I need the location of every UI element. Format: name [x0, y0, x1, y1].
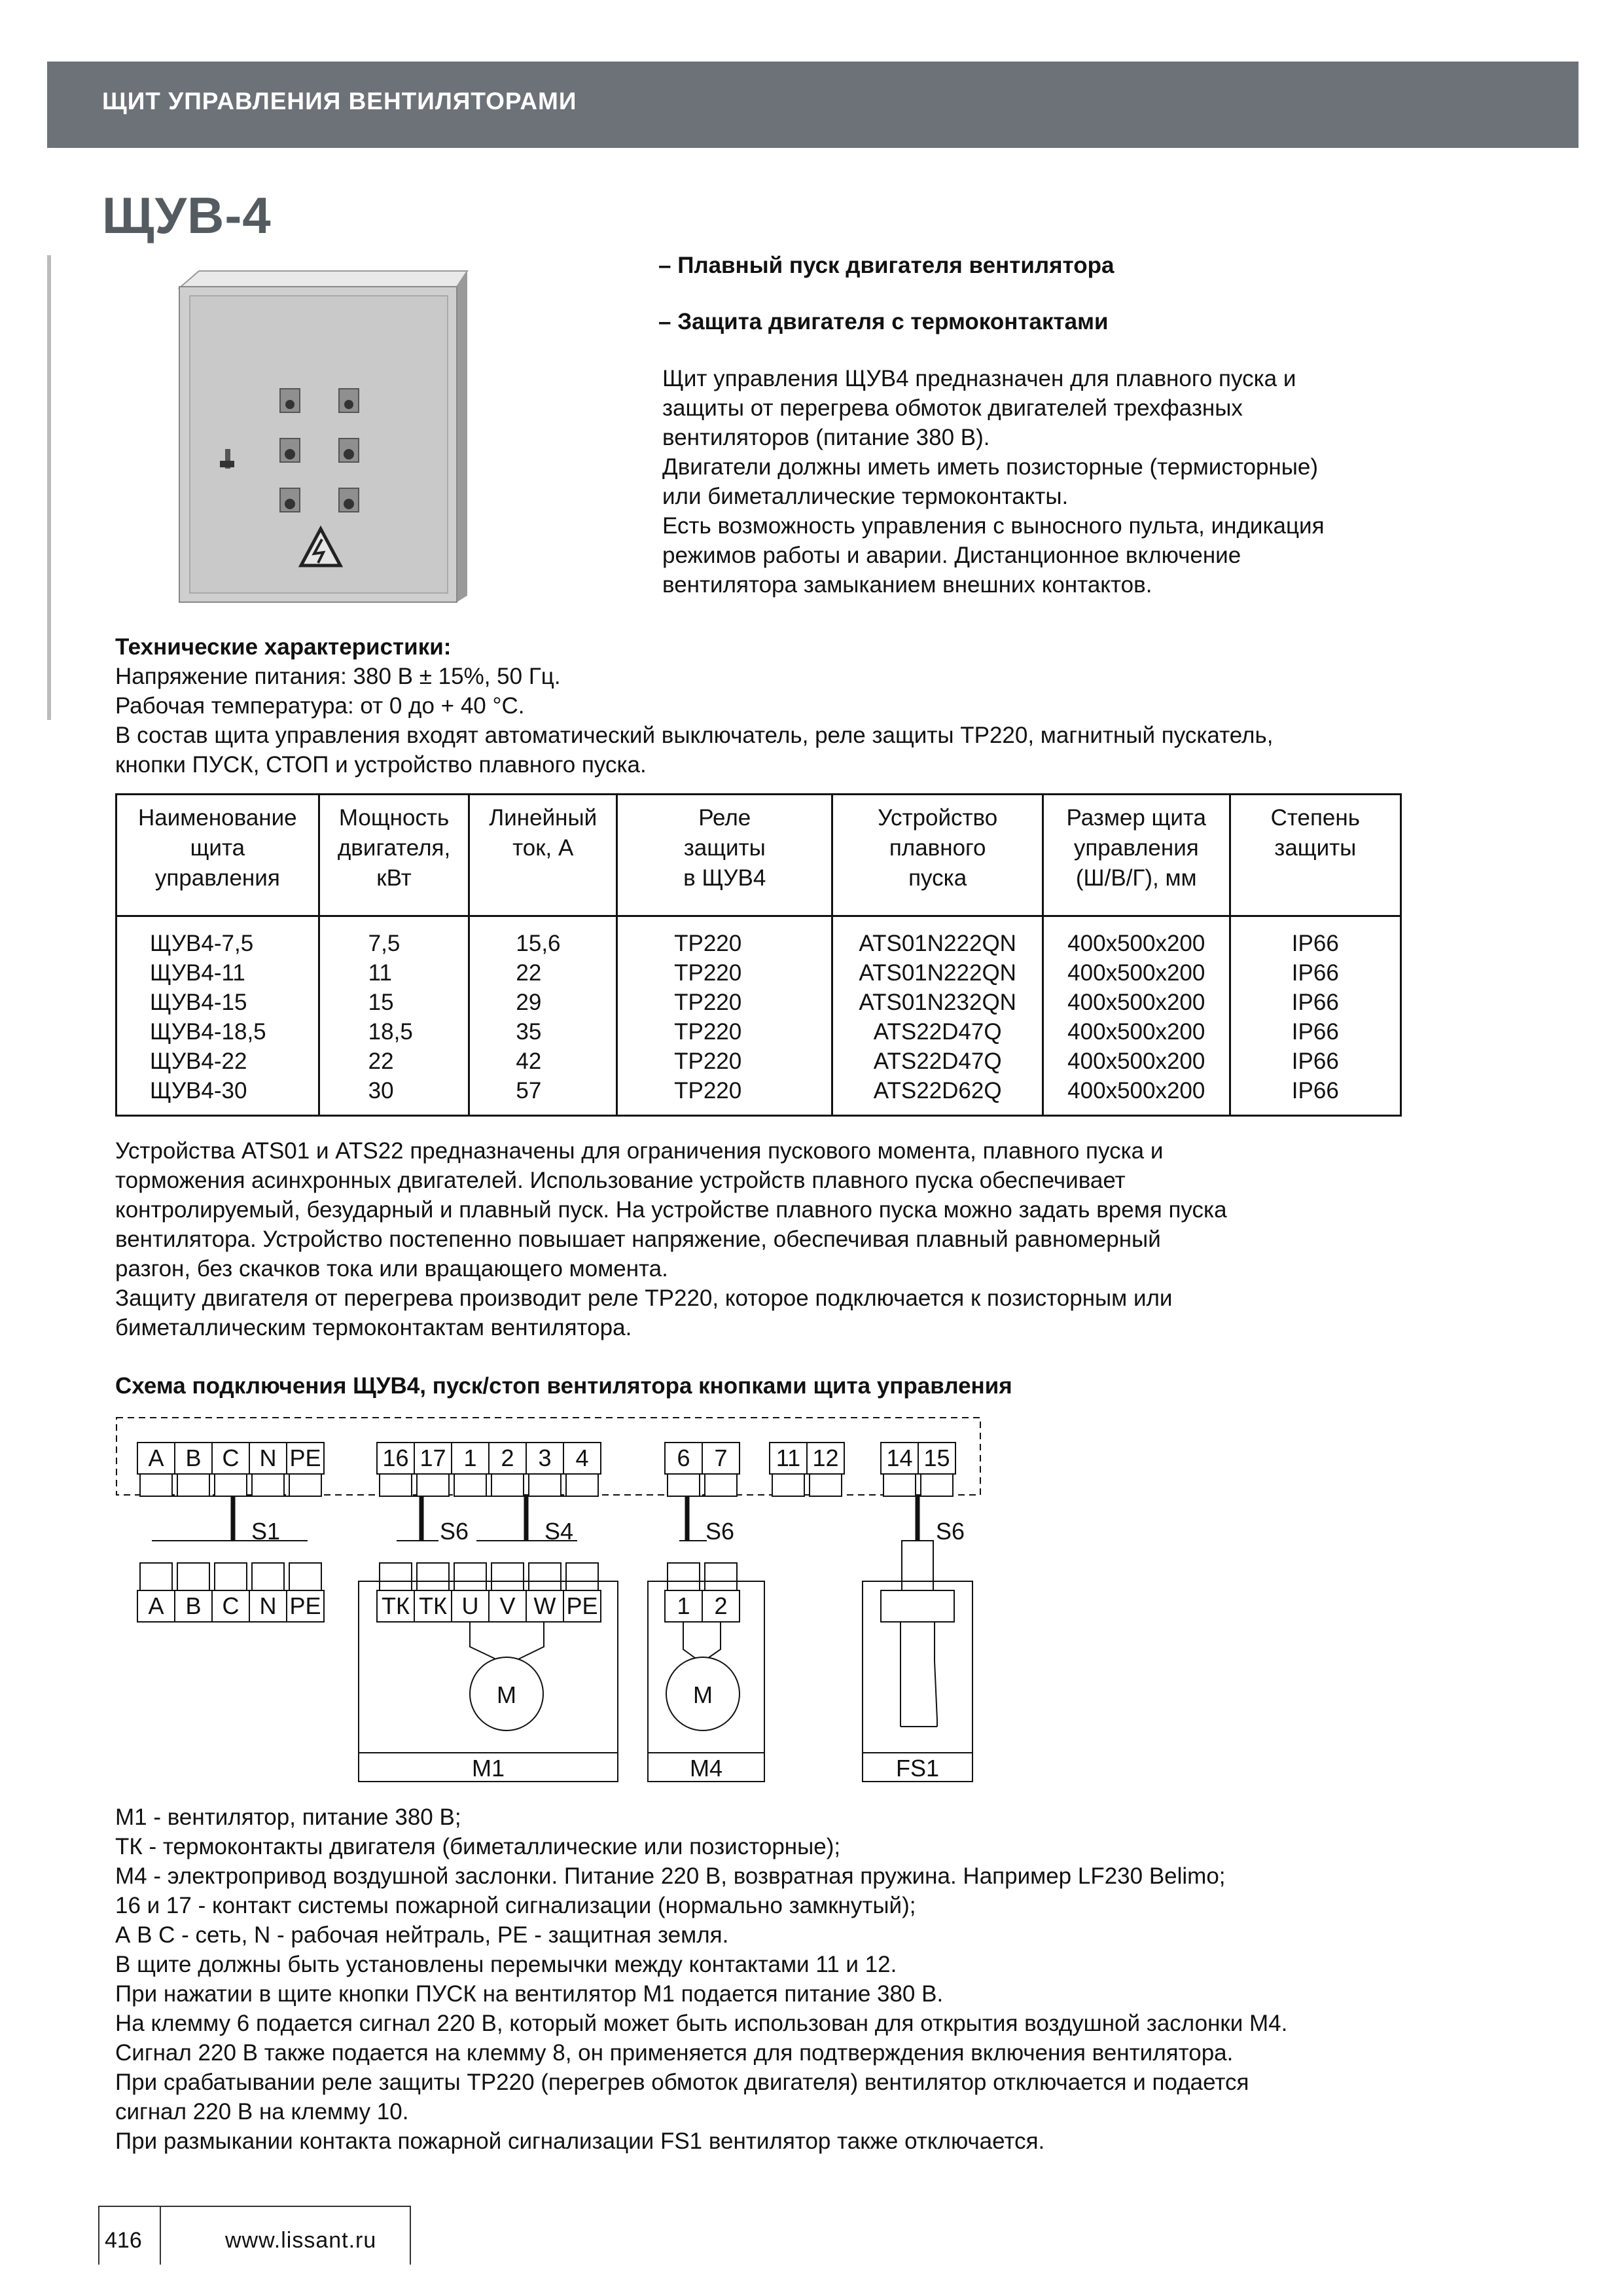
ats-description	[115, 1136, 1227, 1342]
terminal-stub	[705, 1474, 737, 1496]
terminal-top-label: C	[222, 1444, 240, 1471]
table-cell: 400х500х200	[1043, 958, 1230, 988]
table-cell: IP66	[1230, 988, 1400, 1017]
description-line: режимов работы и аварии. Дистанционное включение	[662, 543, 1241, 568]
wiring-diagram	[111, 1412, 988, 1792]
terminal-stub	[529, 1474, 561, 1496]
terminal-stub	[140, 1474, 172, 1496]
legend-line: ТК - термоконтакты двигателя (биметаллические или позисторные);	[115, 1834, 841, 1859]
description-line: вентиляторов (питание 380 В).	[662, 425, 990, 450]
table-cell: ATS22D62Q	[832, 1076, 1043, 1116]
terminal-stub-bottom	[566, 1563, 598, 1590]
table-cell: ТР220	[617, 1047, 832, 1076]
column-header	[617, 795, 832, 916]
footer-rule-right	[410, 2206, 411, 2265]
table-cell: IP66	[1230, 1076, 1400, 1116]
legend	[115, 1803, 1287, 2156]
column-header	[832, 795, 1043, 916]
terminal-stub	[252, 1474, 284, 1496]
table-cell: 400х500х200	[1043, 916, 1230, 959]
terminal-bottom-label: B	[185, 1592, 202, 1619]
table-cell: 15	[319, 988, 469, 1017]
column-header-line: ток, А	[512, 835, 574, 861]
fs1-stub	[902, 1541, 933, 1590]
terminal-stub-bottom	[380, 1563, 412, 1590]
terminal-top-label: 1	[463, 1444, 477, 1471]
table-row	[116, 1047, 1401, 1076]
page-header-title: ЩИТ УПРАВЛЕНИЯ ВЕНТИЛЯТОРАМИ	[102, 88, 577, 115]
terminal-stub-bottom	[668, 1563, 700, 1590]
terminal-stub	[921, 1474, 953, 1496]
table-cell: IP66	[1230, 1047, 1400, 1076]
table-row	[116, 916, 1401, 959]
description-line: Двигатели должны иметь иметь позисторные (термисторные)	[662, 454, 1319, 480]
column-header-line: (Ш/В/Г), мм	[1075, 865, 1197, 891]
column-header-line: пуска	[908, 865, 967, 891]
terminal-top-label: PE	[289, 1444, 321, 1471]
table-cell: ЩУВ4-22	[116, 1047, 319, 1076]
column-header-line: в ЩУВ4	[683, 865, 766, 891]
terminal-stub	[289, 1474, 321, 1496]
column-header-line: Наименование	[138, 805, 297, 831]
terminal-bottom-label: U	[461, 1592, 479, 1619]
page-header-band	[47, 62, 1578, 148]
device-FS1-name: FS1	[895, 1755, 940, 1782]
terminal-stub-bottom	[491, 1563, 524, 1590]
column-header-line: двигателя,	[337, 835, 451, 861]
terminal-stub	[177, 1474, 209, 1496]
terminal-bottom-label: PE	[289, 1592, 321, 1619]
motor-M4-label: M	[693, 1681, 713, 1708]
table-cell: 35	[469, 1017, 617, 1047]
table-cell: 400х500х200	[1043, 988, 1230, 1017]
device-M4-name: M4	[689, 1755, 723, 1782]
ats-line: разгон, без скачков тока или вращающего момента.	[115, 1256, 668, 1282]
table-cell: ATS22D47Q	[832, 1017, 1043, 1047]
table-cell: IP66	[1230, 1017, 1400, 1047]
table-cell: ТР220	[617, 1017, 832, 1047]
terminal-top-label: 11	[776, 1444, 801, 1471]
table-cell: 30	[319, 1076, 469, 1116]
footer-rule-left	[98, 2206, 99, 2265]
motor-wire	[683, 1622, 698, 1660]
legend-line: Сигнал 220 В также подается на клемму 8, он применяется для подтверждения включения вентилятора.	[115, 2040, 1234, 2066]
terminal-stub	[417, 1474, 449, 1496]
cable-label: S4	[544, 1518, 574, 1545]
table-cell: IP66	[1230, 916, 1400, 959]
table-cell: ТР220	[617, 958, 832, 988]
footer-website: www.lissant.ru	[225, 2228, 377, 2253]
terminal-top-label: 16	[382, 1444, 409, 1471]
description-line: защиты от перегрева обмоток двигателей трехфазных	[662, 395, 1243, 421]
terminal-top-label: 14	[886, 1444, 913, 1471]
legend-line: М4 - электропривод воздушной заслонки. Питание 220 В, возвратная пружина. Например LF230 Belimo;	[115, 1863, 1226, 1889]
ats-line: биметаллическим термоконтактам вентилятора.	[115, 1315, 632, 1340]
table-cell: 18,5	[319, 1017, 469, 1047]
table-row	[116, 1017, 1401, 1047]
column-header	[469, 795, 617, 916]
table-cell: 400х500х200	[1043, 1047, 1230, 1076]
cable-label: S6	[935, 1518, 965, 1545]
column-header	[116, 795, 319, 916]
column-header-line: Линейный	[489, 805, 597, 831]
terminal-stub	[215, 1474, 247, 1496]
description-line: вентилятора замыканием внешних контактов.	[662, 572, 1152, 598]
motor-M1-label: M	[497, 1681, 516, 1708]
terminal-stub-bottom	[177, 1563, 209, 1590]
table-cell: ATS22D47Q	[832, 1047, 1043, 1076]
legend-line: На клемму 6 подается сигнал 220 В, который может быть использован для открытия воздушной заслонки М4.	[115, 2011, 1288, 2036]
description-line: Есть возможность управления с выносного пульта, индикация	[662, 513, 1325, 539]
table-cell: 22	[469, 958, 617, 988]
column-header	[1230, 795, 1400, 916]
feature-thermal-protection: – Защита двигателя с термоконтактами	[658, 309, 1109, 334]
fs1-contact-switch	[935, 1622, 937, 1727]
terminal-top-label: A	[148, 1444, 164, 1471]
column-header-line: управления	[154, 865, 280, 891]
description-line: Щит управления ЩУВ4 предназначен для плавного пуска и	[662, 366, 1296, 391]
spec-table	[115, 793, 1402, 1117]
column-header-line: щита	[190, 835, 245, 861]
table-cell: 22	[319, 1047, 469, 1076]
model-title: ЩУВ-4	[102, 187, 272, 244]
terminal-stub-bottom	[140, 1563, 172, 1590]
cable-label: S6	[705, 1518, 735, 1545]
table-row	[116, 988, 1401, 1017]
table-cell: ЩУВ4-7,5	[116, 916, 319, 959]
terminal-stub-bottom	[705, 1563, 737, 1590]
column-header-line: Степень	[1270, 805, 1360, 831]
table-cell: ATS01N232QN	[832, 988, 1043, 1017]
terminal-bottom-label: N	[259, 1592, 277, 1619]
legend-line: А В С - сеть, N - рабочая нейтраль, РЕ - защитная земля.	[115, 1922, 729, 1948]
terminal-top-label: 2	[501, 1444, 514, 1471]
terminal-stub	[454, 1474, 486, 1496]
legend-line: сигнал 220 В на клемму 10.	[115, 2099, 409, 2125]
tech-line: кнопки ПУСК, СТОП и устройство плавного пуска.	[115, 752, 647, 778]
terminal-bottom-label: V	[499, 1592, 516, 1619]
column-header-line: Размер щита	[1066, 805, 1207, 831]
device-M1-name: M1	[471, 1755, 505, 1782]
terminal-bottom-label: C	[222, 1592, 240, 1619]
terminal-top-label: 6	[677, 1444, 690, 1471]
table-cell: 400х500х200	[1043, 1017, 1230, 1047]
cable-label: S1	[251, 1518, 281, 1545]
terminal-top-label: 15	[923, 1444, 950, 1471]
terminal-bottom-label: ТК	[382, 1592, 410, 1619]
column-header-line: Мощность	[338, 805, 450, 831]
column-header	[1043, 795, 1230, 916]
ats-line: торможения асинхронных двигателей. Использование устройств плавного пуска обеспечивает	[115, 1168, 1126, 1193]
control-cabinet-image	[175, 260, 476, 607]
column-header-line: плавного	[889, 835, 986, 861]
table-cell: 15,6	[469, 916, 617, 959]
table-cell: ЩУВ4-30	[116, 1076, 319, 1116]
legend-line: При размыкании контакта пожарной сигнализации FS1 вентилятор также отключается.	[115, 2128, 1045, 2154]
table-cell: ЩУВ4-11	[116, 958, 319, 988]
terminal-bottom-label: ТК	[419, 1592, 447, 1619]
legend-line: В щите должны быть установлены перемычки между контактами 11 и 12.	[115, 1952, 897, 1977]
column-header-line: управления	[1073, 835, 1199, 861]
terminal-top-label: N	[259, 1444, 277, 1471]
terminal-bottom-label: PE	[566, 1592, 598, 1619]
table-cell: 11	[319, 958, 469, 988]
footer-divider	[160, 2206, 161, 2265]
fs1-terminal	[881, 1590, 954, 1622]
ats-line: контролируемый, безударный и плавный пуск. На устройстве плавного пуска можно задать время пуска	[115, 1197, 1227, 1223]
table-row	[116, 1076, 1401, 1116]
table-cell: ATS01N222QN	[832, 958, 1043, 988]
footer-rule	[98, 2206, 411, 2207]
column-header-line: Устройство	[878, 805, 998, 831]
schema-title: Схема подключения ЩУВ4, пуск/стоп вентилятора кнопками щита управления	[115, 1373, 1012, 1399]
cable-label: S6	[439, 1518, 469, 1545]
terminal-stub-bottom	[252, 1563, 284, 1590]
terminal-stub	[566, 1474, 598, 1496]
table-cell: IP66	[1230, 958, 1400, 988]
table-cell: 400х500х200	[1043, 1076, 1230, 1116]
table-cell: ЩУВ4-18,5	[116, 1017, 319, 1047]
terminal-stub	[772, 1474, 804, 1496]
description-line: или биметаллические термоконтакты.	[662, 484, 1069, 509]
tech-title: Технические характеристики:	[115, 634, 452, 660]
terminal-stub-bottom	[529, 1563, 561, 1590]
table-cell: ТР220	[617, 1076, 832, 1116]
terminal-bottom-label: 2	[714, 1592, 728, 1619]
table-cell: 42	[469, 1047, 617, 1076]
table-cell: ТР220	[617, 988, 832, 1017]
motor-wire	[705, 1622, 721, 1660]
terminal-top-label: 12	[812, 1444, 839, 1471]
terminal-stub	[810, 1474, 842, 1496]
terminal-bottom-label: W	[533, 1592, 556, 1619]
ats-line: Устройства ATS01 и ATS22 предназначены для ограничения пускового момента, плавного пуска и	[115, 1138, 1164, 1164]
feature-soft-start: – Плавный пуск двигателя вентилятора	[658, 253, 1115, 278]
table-cell: ATS01N222QN	[832, 916, 1043, 959]
table-cell: ТР220	[617, 916, 832, 959]
terminal-top-label: B	[185, 1444, 202, 1471]
motor-wire	[470, 1622, 497, 1660]
left-accent-bar	[47, 255, 51, 720]
terminal-stub	[491, 1474, 524, 1496]
column-header-line: Реле	[698, 805, 751, 831]
page-number: 416	[105, 2228, 142, 2253]
terminal-top-label: 3	[538, 1444, 552, 1471]
legend-line: 16 и 17 - контакт системы пожарной сигнализации (нормально замкнутый);	[115, 1893, 916, 1918]
ats-line: вентилятора. Устройство постепенно повышает напряжение, обеспечивая плавный равномерный	[115, 1227, 1161, 1252]
column-header	[319, 795, 469, 916]
column-header-line: защиты	[1274, 835, 1357, 861]
terminal-stub-bottom	[454, 1563, 486, 1590]
column-header-line: кВт	[376, 865, 412, 891]
column-header-line: защиты	[683, 835, 766, 861]
table-cell: ЩУВ4-15	[116, 988, 319, 1017]
terminal-stub	[668, 1474, 700, 1496]
terminal-stub-bottom	[289, 1563, 321, 1590]
terminal-stub	[380, 1474, 412, 1496]
terminal-bottom-label: 1	[677, 1592, 690, 1619]
terminal-bottom-label: A	[148, 1592, 164, 1619]
legend-line: М1 - вентилятор, питание 380 В;	[115, 1804, 461, 1830]
terminal-stub-bottom	[417, 1563, 449, 1590]
table-cell: 29	[469, 988, 617, 1017]
terminal-top-label: 7	[714, 1444, 728, 1471]
terminal-stub	[883, 1474, 916, 1496]
table-cell: 57	[469, 1076, 617, 1116]
terminal-top-label: 4	[575, 1444, 589, 1471]
tech-line: В состав щита управления входят автоматический выключатель, реле защиты ТР220, магнитный пускатель,	[115, 723, 1274, 748]
table-row	[116, 958, 1401, 988]
technical-specs	[115, 632, 1273, 780]
tech-line: Напряжение питания: 380 В ± 15%, 50 Гц.	[115, 664, 561, 689]
description	[662, 364, 1325, 600]
table-cell: 7,5	[319, 916, 469, 959]
legend-line: При срабатывании реле защиты ТР220 (перегрев обмоток двигателя) вентилятор отключается и подается	[115, 2070, 1249, 2095]
terminal-stub-bottom	[215, 1563, 247, 1590]
motor-wire	[517, 1622, 544, 1660]
tech-line: Рабочая температура: от 0 до + 40 °С.	[115, 693, 525, 719]
ats-line: Защиту двигателя от перегрева производит реле ТР220, которое подключается к позисторным или	[115, 1285, 1173, 1311]
legend-line: При нажатии в щите кнопки ПУСК на вентилятор М1 подается питание 380 В.	[115, 1981, 944, 2007]
terminal-top-label: 17	[419, 1444, 446, 1471]
